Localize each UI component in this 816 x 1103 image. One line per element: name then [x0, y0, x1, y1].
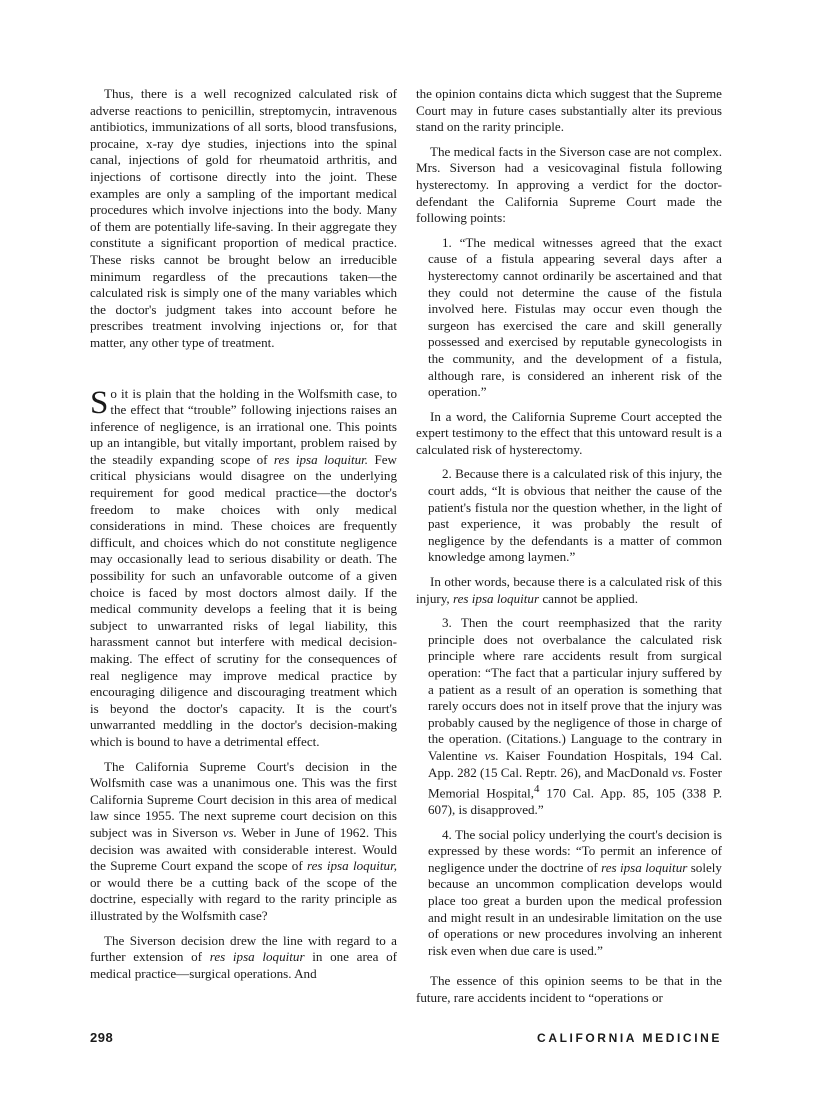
- paragraph: In other words, because there is a calculated risk of this injury, res ipsa loquitur cannot be applied.: [416, 574, 722, 606]
- numbered-point: 3. Then the court reemphasized that the rarity principle does not overbalance the calculated risk principle where rare accidents result from surgical operation: “The fact that a particular injury suffered by a patient as a result of an operation is something that rarely occurs does not in itself prove that the injury was probably caused by the negligence of those in charge of the operation. (Citations.) Language to the contrary in Valentine vs. Kaiser Foundation Hospitals, 194 Cal. App. 282 (15 Cal. Reptr. 26), and MacDonald vs. Foster Memorial Hospital,$^4$ 170 Cal. App. 85, 105 (338 P. 607), is disapproved.”: [428, 615, 722, 818]
- page-footer: [90, 1030, 722, 1045]
- drop-cap: S: [90, 384, 109, 421]
- paragraph: The medical facts in the Siverson case are not complex. Mrs. Siverson had a vesicovaginal fistula following hysterectomy. In approving a verdict for the doctor-defendant the California Supreme Court made the following points:: [416, 143, 722, 226]
- numbered-point: 1. “The medical witnesses agreed that the exact cause of a fistula appearing several days after a hysterectomy cannot ordinarily be ascertained and that they could not determine the cause of the fistula involved here. Fistulas may occur even though the surgeon has exercised the care and skill generally possessed and exercised by reputable gynecologists in the community, and the development of a fistula, although rare, is considered an inherent risk of the operation.”: [428, 234, 722, 400]
- page-number: 298: [90, 1030, 114, 1045]
- numbered-point: 4. The social policy underlying the court's decision is expressed by these words: “To permit an inference of negligence under the doctrine of res ipsa loquitur solely because an uncommon complication develops would place too great a burden upon the medical profession and might result in an undesirable limitation on the use of operations or new procedures involving an inherent risk even when due care is used.”: [428, 826, 722, 958]
- footnote-ref: 4: [534, 783, 540, 796]
- paragraph: In a word, the California Supreme Court accepted the expert testimony to the effect that this untoward result is a calculated risk of hysterectomy.: [416, 408, 722, 457]
- paragraph: Thus, there is a well recognized calculated risk of adverse reactions to penicillin, streptomycin, intravenous antibiotics, immunizations of all sorts, blood transfusions, procaine, x-ray dye studies, injections into the spinal canal, injections of gold for rheumatoid arthritis, and injections of cortisone directly into the joint. These examples are only a sampling of the important medical procedures which involve injections into the body. Many of them are potentially life-saving. In their aggregate they constitute a significant proportion of medical practice. These risks cannot be brought below an irreducible minimum regardless of the precautions taken—the calculated risk is simply one of the many variables which the doctor's judgment takes into account before he prescribes treatment involving injections or, for that matter, any other type of treatment.: [90, 86, 397, 350]
- paragraph: the opinion contains dicta which suggest that the Supreme Court may in future cases substantially alter its previous stand on the rarity principle.: [416, 86, 722, 135]
- paragraph: So it is plain that the holding in the Wolfsmith case, to the effect that “trouble” following injections raises an inference of negligence, is an irrational one. This points up an intangible, but vitally important, problem raised by the steadily expanding scope of res ipsa loquitur. Few critical physicians would disagree on the underlying requirement for good medical practice—the doctor's freedom to make choices with only medical considerations in mind. These choices are frequently difficult, and choices which do not constitute negligence may occasionally lead to serious disability or death. The possibility for such an unfavorable outcome of a given choice is faced by most doctors almost daily. If the medical community develops a feeling that it is being subject to unwarranted risks of legal liability, this harassment cannot but interfere with medical decision-making. The effect of scrutiny for the consequences of real negligence may improve medical practice by encouraging diligence and discouraging treatment which is beyond the doctor's capacity. It is the court's unwarranted meddling in the doctor's decision-making which is bound to have a detrimental effect.: [90, 384, 397, 749]
- paragraph: The essence of this opinion seems to be that in the future, rare accidents incident to “operations or: [416, 973, 722, 1006]
- paragraph: The California Supreme Court's decision in the Wolfsmith case was a unanimous one. This was the first California Supreme Court decision in this area of medical law since 1955. The next supreme court decision on this subject was in Siverson vs. Weber in June of 1962. This decision was awaited with considerable interest. Would the Supreme Court expand the scope of res ipsa loquitur, or would there be a cutting back of the scope of the doctrine, especially with regard to the rarity principle as illustrated by the Wolfsmith case?: [90, 758, 398, 923]
- paragraph: The Siverson decision drew the line with regard to a further extension of res ipsa loquitur in one area of medical practice—surgical operations. And: [90, 932, 397, 981]
- section-gap: [90, 360, 397, 386]
- right-column: [416, 86, 722, 1015]
- numbered-point: 2. Because there is a calculated risk of this injury, the court adds, “It is obvious that neither the cause of the patient's fistula nor the question whether, in the light of past experience, it was probably the result of negligence by the defendants is a matter of common knowledge among laymen.”: [428, 466, 722, 565]
- left-column: [90, 86, 397, 990]
- journal-title: CALIFORNIA MEDICINE: [537, 1031, 722, 1045]
